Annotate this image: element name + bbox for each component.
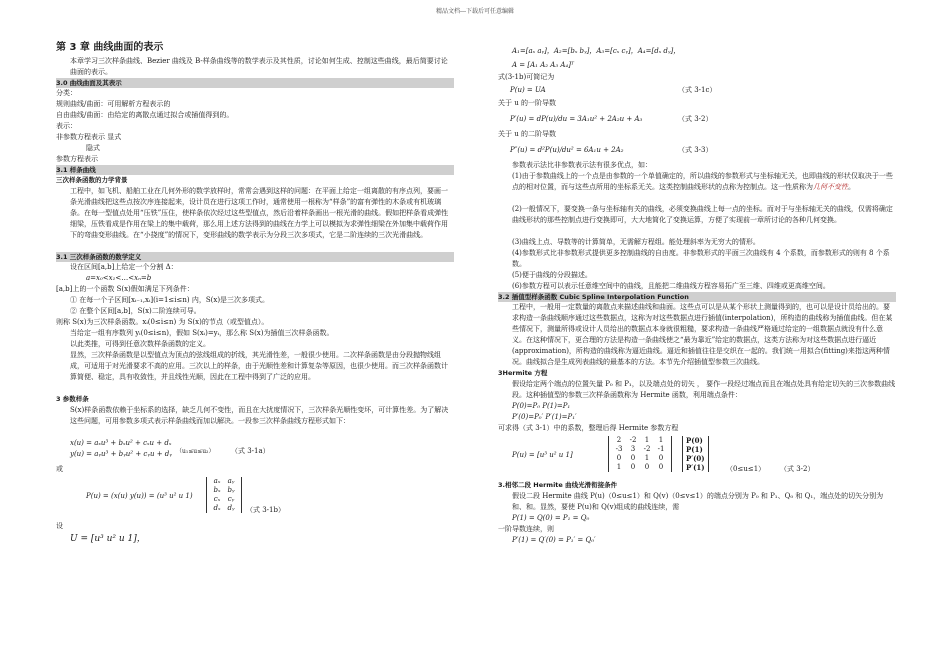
- smooth-join-heading: 3.相邻二段 Hermite 曲线光滑衔接条件: [498, 481, 618, 489]
- advantage-3: (3)曲线上点、导数等的计算简单，无需解方程组。能处理斜率为无穷大的情形。: [512, 238, 760, 246]
- definition-line-6: 以此类推，可得到任意次数样条函数的定义。: [70, 340, 210, 348]
- hermite-derivation-text: 可求得（式 3-1）中的系数，整理后得 Hermite 参数方程: [498, 424, 679, 432]
- nonparametric-text: 非参数方程表示 显式: [56, 133, 122, 141]
- mechanical-background-paragraph: 工程中，如飞机、船舶工业在几何外形的数学放样时，常常会遇到这样的问题：在平面上给定一组离散的有序点列，要画一条光滑曲线把这些点按次序连接起来，设计员在进行这项工作时，通常使用一根称为“样条”的富有弹性的木条或有机玻璃条。在每一型值点处用“压铁”压住，使样条依次经过这些型值点，然后沿着样条画出一根光滑的曲线。假如把样条看成弹性细梁，压铁看成是作用在梁上的集中载荷，那么用上述方法得到的曲线在力学上可以模拟为求弹性细梁在外加集中载荷作用下的弯曲变形曲线。在“小挠度”的情况下，变形曲线的数学表示为分段三次多项式，它是二阶连续的三次光滑曲线。: [70, 187, 449, 239]
- equation-3-1c-number: （式 3-1c）: [678, 86, 717, 94]
- equation-3-1b-number: （式 3-1b）: [246, 506, 285, 514]
- section-3-1-heading: 3.1 样条曲线: [56, 165, 454, 175]
- equation-x-component: x(u) = aₓu³ + bₓu² + cₓu + dₓ: [70, 439, 172, 447]
- equation-3-2-number: （式 3-2）: [678, 115, 713, 123]
- section-math-definition-heading: 3.1 三次样条函数的数学定义: [56, 252, 454, 262]
- implicit-text: 隐式: [86, 144, 100, 152]
- hermite-range: （0≤u≤1）: [726, 465, 766, 473]
- advantage-1: (1)由于参数曲线上的一个点是由参数的一个单值确定的，所以曲线的参数形式与坐标轴无关，也即曲线的形状仅取决于一些点的相对位置，而与这些点所用的坐标系无关。这类控制曲线形状的点称为控制点。这一性质称为几何不变性。: [512, 172, 893, 191]
- advantages-intro: 参数表示法比非参数表示法有很多优点，如：: [512, 161, 652, 169]
- equation-3-1c: P(u) = UA （式 3-1c）: [498, 83, 896, 98]
- equation-first-derivative: P′(u) = dP(u)/du = 3A₁u² + 2A₂u + A₃ （式 3-2）: [498, 109, 896, 129]
- A-vector-definition: A = [A₁ A₂ A₃ A₄]ᵀ: [512, 61, 574, 69]
- partition-formula: a=x₀<x₁<…<xₙ=b: [86, 274, 152, 282]
- hermite-geometry-vector: P(0) P(1) P′(0) P′(1): [682, 436, 709, 472]
- equation-y-component: y(u) = aᵧu³ + bᵧu² + cᵧu + dᵧ: [70, 450, 172, 458]
- equation-3-1b: [56, 475, 454, 521]
- chapter-title: 第 3 章 曲线曲面的表示: [56, 42, 164, 53]
- advantage-5: (5)便于曲线的分段描述。: [512, 271, 592, 279]
- free-curve-text: 自由曲线/曲面：由给定的离散点通过拟合或插值得到的。: [56, 111, 234, 119]
- intro-paragraph: 本章学习三次样条曲线、Bezier 曲线及 B-样条曲线等的数学表示及其性质，讨论如何生成、控制这些曲线，最后简要讨论曲面的表示。: [70, 57, 448, 76]
- advantage-2: (2)一般情况下，要变换一条与坐标轴有关的曲线，必须变换曲线上每一点的坐标。而对于与坐标轴无关的曲线，仅需将确定曲线形状的那些控制点进行变换即可，大大地简化了变换运算，方便了实现前一章所讨论的各种几何变换。: [512, 205, 893, 224]
- or-text: 或: [56, 465, 63, 473]
- first-derivative-label: 关于 u 的一阶导数: [498, 99, 556, 107]
- condition-1: ① 在每一个子区间[xᵢ₋₁,xᵢ](i=1≤i≤n) 内，S(x)是三次多项式。: [70, 296, 270, 304]
- U-vector-definition: U = [u³ u² u 1]，: [70, 534, 146, 544]
- first-derivative-continuity-label: 一阶导数连续，则: [498, 525, 554, 533]
- definition-line-4: 则称 S(x)为三次样条函数。xᵢ(0≤i≤n) 为 S(x)的节点（或型值点）。: [56, 318, 269, 326]
- coefficient-matrix: aₓ aᵧ bₓ bᵧ cₓ cᵧ dₓ dᵧ: [206, 477, 242, 513]
- continuity-condition: P(1) = Q(0) = P₁ = Q₀: [512, 514, 590, 522]
- second-derivative-label: 关于 u 的二阶导数: [498, 130, 556, 138]
- simplified-form-label: 式(3-1b)可简记为: [498, 73, 555, 81]
- definition-line-3: [a,b]上的一个函数 S(x)假如满足下列条件：: [56, 285, 194, 293]
- endpoint-condition-2: P′(0)=P₀′ P′(1)=P₁′: [512, 413, 577, 421]
- page-header: 精品文档---下载后可任意编辑: [435, 8, 515, 15]
- A-components-definition: A₁=[aₓ aᵧ]，A₂=[bₓ bᵧ]，A₃=[cₓ cᵧ]，A₄=[dₓ dᵧ]，: [512, 47, 681, 55]
- equation-second-derivative: P″(u) = d²P(u)/du² = 6A₁u + 2A₂ （式 3-3）: [498, 140, 896, 160]
- mechanical-background-heading: 三次样条函数的力学背景: [56, 176, 128, 184]
- definition-line-1: 设在区间[a,b]上给定一个分割 Δ：: [70, 263, 178, 271]
- spline-properties-paragraph: 显然，三次样条函数是以型值点为顶点的弦线组成的折线，其光滑性差，一般很少使用。二次样条函数是由分段抛物线组成，可适用于对光滑要求不高的应用。三次以上的样条，由于光顺性差和计算复杂等原因，也很少使用。而三次样条函数计算简便、稳定，具有收敛性，并且线性光顺，因此在工程中得到了广泛的应用。: [70, 351, 448, 381]
- hermite-heading: 3Hermite 方程: [498, 369, 548, 377]
- equation-3-1a-number: （式 3-1a）: [231, 447, 270, 455]
- hermite-paragraph: 假设给定两个端点的位置矢量 P₀ 和 P₁，以及端点处的切矢 ， 要作一段经过端点而且在端点处具有给定切矢的三次参数曲线段。这种插值型的参数三次样条函数称为 Hermite 函数，利用端点条件：: [512, 380, 896, 399]
- condition-2: ② 在整个区间[a,b]，S(x)二阶连续可导。: [70, 307, 201, 315]
- classification-label: 分类：: [56, 89, 77, 97]
- right-column: [498, 44, 896, 546]
- advantage-4: (4)参数形式比非参数形式提供更多控制曲线的自由度。非参数形式的平面三次曲线有 4 个系数，而参数形式的则有 8 个系数。: [512, 249, 890, 268]
- equation-3-1b-lhs: P(u) = (x(u) y(u)) = (u³ u² u 1): [86, 492, 193, 500]
- section-3-2-heading: 3.2 插值型样条函数 Cubic Spline Interpolation Function: [498, 292, 896, 302]
- hermite-basis-matrix: 2 -2 1 1 -3 3 -2 -1 0 0 1 0 1 0 0 0: [608, 436, 672, 472]
- hermite-lhs: P(u) = [u³ u² u 1]: [512, 451, 573, 459]
- parametric-spline-paragraph: S(x)样条函数依赖于坐标系的选择，缺乏几何不变性，而且在大扰度情况下，三次样条光顺性变坏，可计算性差。为了解决这些问题，可用参数多项式表示样条曲线而加以解决。一段参三次样条曲线方程形式如下：: [70, 406, 449, 425]
- smooth-join-paragraph: 假设二段 Hermite 曲线 P(u)（0≤u≤1）和 Q(v)（0≤v≤1）的端点分别为 P₀ 和 P₁、Q₀ 和 Q₁，端点处的切矢分别为和、和。显然，要使 P(u)和 Q(v)组成的曲线连续，需: [512, 492, 884, 511]
- endpoint-condition-1: P(0)=P₀ P(1)=P₁: [512, 402, 571, 410]
- section-3-0-heading: 3.0 曲线曲面及其表示: [56, 78, 454, 88]
- equation-3-1a-range: （u₁≤u≤u₂）: [176, 448, 215, 455]
- let-text: 设: [56, 522, 63, 530]
- regular-curve-text: 规则曲线/曲面：可用解析方程表示的: [56, 100, 171, 108]
- hermite-equation-number: （式 3-2）: [780, 465, 815, 473]
- parametric-text: 参数方程表示: [56, 155, 98, 163]
- definition-line-5: 当给定一组有序数列 yᵢ(0≤i≤n)，假如 S(xᵢ)=yᵢ，那么称 S(x)为插值三次样条函数。: [70, 329, 334, 337]
- geometric-invariance-term: 几何不变性: [813, 183, 848, 191]
- first-derivative-continuity: P′(1) = Q′(0) = P₁′ = Q₀′: [512, 536, 596, 544]
- interpolation-paragraph: 工程中，一般用一定数量的离散点来描述曲线和曲面。这些点可以是从某个形状上测量得到的，也可以是设计员给出的。要求构造一条曲线顺序通过这些数据点，这称为对这些数据点进行插值(interpolation)，所构造的曲线称为插值曲线。但在某些情况下，测量所得或设计人员给出的数据点本身就很粗糙，要求构造一条曲线严格通过给定的一组数据点就没有什么意义。在这种情况下，更合理的方法是构造一条曲线使之“最为靠近”给定的数据点，这类方法称为对这些数据点进行逼近(approximation)，所构造的曲线称为逼近曲线。逼近和插值往往是交织在一起的。我们统一用拟合(fitting)来指这两种情况。曲线拟合是生成列表曲线的最基本的方法。本节先介绍插值型参数三次曲线。: [512, 303, 893, 366]
- representation-label: 表示：: [56, 122, 77, 130]
- parametric-spline-heading: 3 参数样条: [56, 395, 89, 403]
- hermite-matrix-equation: [498, 434, 896, 480]
- left-column: [56, 40, 454, 546]
- advantage-6: (6)参数方程可以表示任意维空间中的曲线，且能把二维曲线方程容易拓广至三维、四维或更高维空间。: [512, 282, 830, 290]
- equation-3-1a: [56, 438, 454, 464]
- equation-3-3-number: （式 3-3）: [678, 146, 713, 154]
